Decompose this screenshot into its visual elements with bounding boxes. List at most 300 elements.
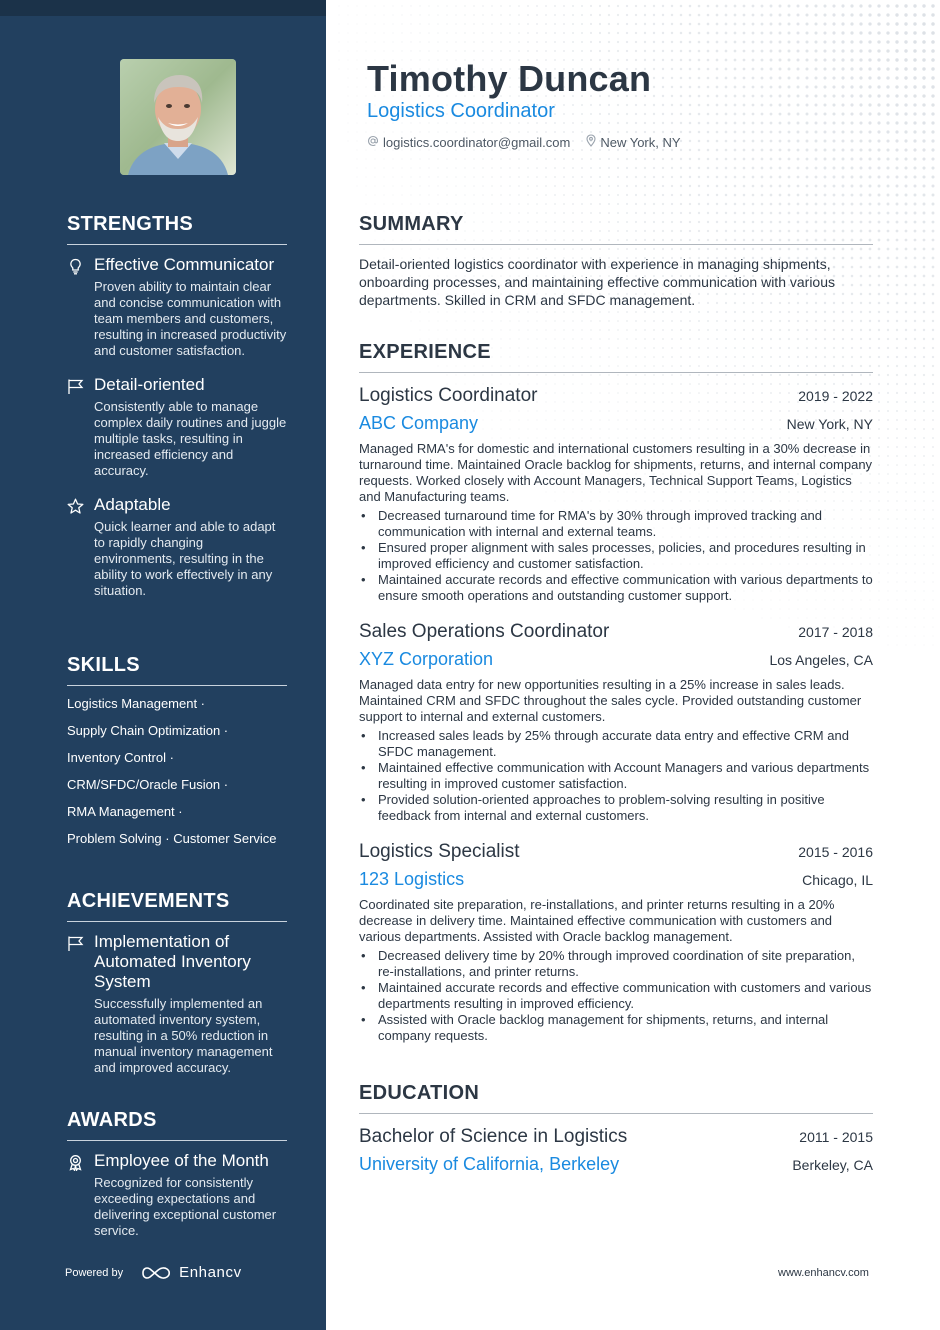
pattern-dot [913, 49, 916, 52]
pattern-dot [518, 23, 520, 25]
pattern-dot [599, 176, 601, 178]
pattern-dot [859, 139, 862, 142]
pattern-dot [599, 320, 601, 322]
pattern-dot [743, 41, 746, 44]
pattern-dot [464, 14, 466, 16]
pattern-dot [850, 148, 853, 151]
pattern-dot [743, 68, 746, 71]
pattern-dot [518, 131, 520, 133]
pattern-dot [932, 428, 934, 430]
pattern-dot [482, 131, 484, 133]
pattern-dot [797, 149, 800, 152]
pattern-dot [932, 491, 934, 493]
pattern-dot [545, 176, 547, 178]
pattern-dot [383, 50, 384, 51]
pattern-dot [824, 329, 826, 331]
pattern-dot [904, 175, 907, 178]
pattern-dot [779, 86, 782, 89]
pattern-dot [428, 41, 430, 43]
pattern-dot [922, 175, 925, 178]
pattern-dot [932, 590, 933, 591]
pattern-dot [572, 41, 574, 43]
pattern-dot [338, 50, 339, 51]
pattern-dot [698, 14, 701, 17]
pattern-dot [886, 94, 889, 97]
experience-heading: EXPERIENCE [359, 341, 873, 373]
pattern-dot [886, 22, 889, 25]
pattern-dot [698, 86, 701, 89]
pattern-dot [653, 176, 655, 178]
pattern-dot [446, 131, 448, 133]
pattern-dot [383, 167, 384, 168]
pattern-dot [518, 167, 520, 169]
email-contact[interactable] [367, 134, 570, 150]
pattern-dot [886, 139, 889, 142]
pattern-dot [770, 59, 773, 62]
pattern-dot [464, 338, 465, 339]
pattern-dot [743, 59, 746, 62]
pattern-dot [913, 166, 916, 169]
pattern-dot [356, 113, 357, 114]
pattern-dot [842, 338, 844, 340]
pattern-dot [842, 329, 844, 331]
pattern-dot [734, 131, 737, 134]
pattern-dot [680, 122, 682, 124]
pattern-dot [877, 148, 880, 151]
job-bullet: • Provided solution-oriented approaches to problem-solving resulting in positive feedback from internal and external customers. [359, 792, 873, 824]
pattern-dot [626, 104, 628, 106]
pattern-dot [698, 185, 700, 187]
pattern-dot [815, 194, 818, 197]
pattern-dot [859, 58, 862, 61]
pattern-dot [662, 50, 664, 52]
pattern-dot [527, 203, 529, 205]
pattern-dot [887, 563, 888, 564]
pattern-dot [509, 311, 511, 313]
pattern-dot [680, 131, 682, 133]
pattern-dot [904, 40, 907, 43]
pattern-dot [680, 5, 683, 8]
pattern-dot [770, 95, 773, 98]
pattern-dot [437, 311, 438, 312]
pattern-dot [563, 194, 565, 196]
strength-item [67, 375, 287, 479]
pattern-dot [500, 311, 501, 312]
pattern-dot [896, 419, 898, 421]
job-entry [359, 841, 873, 1044]
pattern-dot [805, 22, 808, 25]
pattern-dot [401, 158, 402, 159]
pattern-dot [545, 185, 547, 187]
pattern-dot [869, 185, 872, 188]
pattern-dot [716, 104, 719, 107]
pattern-dot [923, 626, 924, 627]
pattern-dot [707, 5, 710, 8]
pattern-dot [896, 554, 898, 556]
pattern-dot [680, 23, 683, 26]
pattern-dot [743, 320, 745, 322]
pattern-dot [563, 5, 565, 7]
pattern-dot [743, 5, 746, 8]
pattern-dot [905, 545, 907, 547]
pattern-dot [878, 329, 880, 331]
skill-line: CRM/SFDC/Oracle Fusion · [67, 777, 229, 792]
pattern-dot [895, 13, 898, 16]
pattern-dot [931, 157, 934, 160]
achievement-item [67, 932, 287, 1076]
pattern-dot [833, 329, 835, 331]
pattern-dot [833, 320, 835, 322]
pattern-dot [653, 167, 655, 169]
job-company: XYZ Corporation [359, 649, 494, 669]
pattern-dot [554, 23, 556, 25]
pattern-dot [788, 140, 791, 143]
pattern-dot [725, 131, 728, 134]
pattern-dot [905, 491, 907, 493]
pattern-dot [913, 148, 916, 151]
pattern-dot [536, 23, 538, 25]
pattern-dot [554, 311, 556, 313]
pattern-dot [419, 311, 420, 312]
pattern-dot [922, 4, 925, 7]
powered-by-label: Powered by [65, 1266, 124, 1279]
pattern-dot [815, 149, 818, 152]
pattern-dot [887, 554, 889, 556]
pattern-dot [932, 338, 934, 340]
pattern-dot [887, 230, 890, 233]
pattern-dot [851, 311, 853, 313]
pattern-dot [932, 572, 933, 573]
pattern-dot [931, 139, 934, 142]
flag-icon [67, 935, 84, 952]
pattern-dot [850, 112, 853, 115]
pattern-dot [868, 112, 871, 115]
pattern-dot [572, 50, 574, 52]
pattern-dot [770, 140, 773, 143]
pattern-dot [662, 32, 664, 34]
pattern-dot [527, 185, 529, 187]
pattern-dot [887, 545, 889, 547]
pattern-dot [896, 302, 899, 305]
pattern-dot [913, 175, 916, 178]
pattern-dot [743, 113, 746, 116]
pattern-dot [932, 266, 935, 269]
pattern-dot [734, 104, 737, 107]
pattern-dot [886, 130, 889, 133]
pattern-dot [887, 464, 889, 466]
pattern-dot [914, 590, 915, 591]
pattern-dot [653, 329, 655, 331]
pattern-dot [338, 14, 339, 15]
pattern-dot [833, 149, 836, 152]
pattern-dot [761, 167, 764, 170]
pattern-dot [347, 32, 348, 33]
enhancv-brand: Enhancv [179, 1264, 242, 1281]
pattern-dot [788, 203, 791, 206]
pattern-dot [455, 338, 456, 339]
pattern-dot [500, 50, 502, 52]
pattern-dot [356, 59, 357, 60]
pattern-dot [779, 50, 782, 53]
pattern-dot [500, 203, 502, 205]
pattern-dot [850, 40, 853, 43]
pattern-dot [725, 149, 728, 152]
pattern-dot [473, 14, 475, 16]
pattern-dot [743, 167, 746, 170]
pattern-dot [653, 59, 655, 61]
pattern-dot [877, 40, 880, 43]
pattern-dot [743, 203, 746, 206]
pattern-dot [482, 194, 484, 196]
pattern-dot [608, 167, 610, 169]
pattern-dot [914, 563, 915, 564]
pattern-dot [347, 68, 348, 69]
pattern-dot [428, 203, 429, 204]
pattern-dot [734, 23, 737, 26]
pattern-dot [671, 176, 673, 178]
pattern-dot [446, 320, 447, 321]
pattern-dot [563, 203, 565, 205]
pattern-dot [428, 167, 429, 168]
pattern-dot [383, 14, 384, 15]
pattern-dot [500, 32, 502, 34]
pattern-dot [671, 41, 673, 43]
pattern-dot [743, 86, 746, 89]
pattern-dot [932, 419, 934, 421]
pattern-dot [617, 23, 619, 25]
pattern-dot [833, 140, 836, 143]
pattern-dot [851, 176, 854, 179]
pattern-dot [428, 320, 429, 321]
pattern-dot [581, 320, 583, 322]
pattern-dot [698, 59, 701, 62]
pattern-dot [635, 14, 637, 16]
pattern-dot [805, 13, 808, 16]
pattern-dot [913, 4, 916, 7]
pattern-dot [824, 167, 827, 170]
pattern-dot [814, 4, 817, 7]
pattern-dot [707, 185, 709, 187]
pattern-dot [500, 131, 502, 133]
pattern-dot [482, 311, 483, 312]
school-location: Berkeley, CA [792, 1157, 873, 1173]
pattern-dot [761, 185, 764, 188]
pattern-dot [761, 14, 764, 17]
pattern-dot [905, 257, 908, 260]
pattern-dot [932, 617, 933, 618]
pattern-dot [878, 293, 881, 296]
pattern-dot [653, 185, 655, 187]
pattern-dot [653, 158, 655, 160]
pattern-dot [913, 67, 916, 70]
pattern-dot [815, 311, 817, 313]
pattern-dot [410, 203, 411, 204]
pattern-dot [797, 104, 800, 107]
pattern-dot [743, 140, 746, 143]
enhancv-logo[interactable] [141, 1264, 242, 1281]
pattern-dot [707, 59, 710, 62]
pattern-dot [797, 59, 800, 62]
sidebar [0, 0, 326, 1330]
pattern-dot [500, 41, 502, 43]
pattern-dot [896, 581, 897, 582]
pattern-dot [770, 149, 773, 152]
pattern-dot [841, 103, 844, 106]
pattern-dot [743, 329, 745, 331]
pattern-dot [878, 410, 880, 412]
pattern-dot [814, 22, 817, 25]
pattern-dot [914, 239, 917, 242]
strength-title: Adaptable [94, 495, 171, 514]
pattern-dot [896, 635, 897, 636]
pattern-dot [932, 275, 935, 278]
pattern-dot [383, 203, 384, 204]
pattern-dot [868, 22, 871, 25]
pattern-dot [581, 131, 583, 133]
pattern-dot [878, 320, 880, 322]
pattern-dot [878, 545, 880, 547]
pattern-dot [734, 122, 737, 125]
pattern-dot [545, 41, 547, 43]
pattern-dot [734, 68, 737, 71]
pattern-dot [419, 5, 420, 6]
pattern-dot [707, 68, 710, 71]
pattern-dot [878, 590, 879, 591]
pattern-dot [877, 112, 880, 115]
pattern-dot [914, 266, 917, 269]
pattern-dot [671, 131, 673, 133]
pattern-dot [608, 41, 610, 43]
pattern-dot [635, 311, 637, 313]
pattern-dot [626, 131, 628, 133]
pattern-dot [536, 311, 538, 313]
pattern-dot [545, 131, 547, 133]
pattern-dot [833, 158, 836, 161]
strength-title: Effective Communicator [94, 255, 275, 274]
pattern-dot [734, 86, 737, 89]
pattern-dot [635, 5, 637, 7]
pattern-dot [905, 410, 907, 412]
pattern-dot [419, 14, 420, 15]
pattern-dot [914, 320, 916, 322]
pattern-dot [841, 13, 844, 16]
pattern-dot [905, 320, 907, 322]
pattern-dot [922, 76, 925, 79]
pattern-dot [419, 320, 420, 321]
strengths-section [67, 213, 287, 615]
pattern-dot [572, 104, 574, 106]
pattern-dot [833, 167, 836, 170]
pattern-dot [886, 58, 889, 61]
pattern-dot [608, 104, 610, 106]
pattern-dot [779, 14, 782, 17]
pattern-dot [868, 121, 871, 124]
pattern-dot [770, 68, 773, 71]
pattern-dot [428, 329, 429, 330]
pattern-dot [653, 95, 655, 97]
pattern-dot [374, 14, 375, 15]
achievement-description: Successfully implemented an automated inventory system, resulting in a 50% reduction in manual inventory management and improved accuracy. [94, 996, 273, 1075]
pattern-dot [401, 176, 402, 177]
pattern-dot [877, 76, 880, 79]
pattern-dot [806, 203, 809, 206]
pattern-dot [914, 347, 916, 349]
pattern-dot [689, 86, 692, 89]
pattern-dot [869, 329, 871, 331]
pattern-dot [914, 374, 916, 376]
pattern-dot [824, 194, 827, 197]
job-bullet: • Ensured proper alignment with sales processes, policies, and procedures resulting in improved efficiency and customer satisfaction. [359, 540, 873, 572]
job-bullet: • Assisted with Oracle backlog management for shipments, returns, and internal company requests. [359, 1012, 873, 1044]
pattern-dot [698, 5, 701, 8]
pattern-dot [635, 194, 637, 196]
pattern-dot [383, 41, 384, 42]
pattern-dot [383, 23, 384, 24]
pattern-dot [914, 293, 917, 296]
pattern-dot [716, 158, 719, 161]
pattern-dot [689, 140, 691, 142]
pattern-dot [707, 104, 710, 107]
pattern-dot [743, 95, 746, 98]
pattern-dot [896, 491, 898, 493]
pattern-dot [815, 131, 818, 134]
pattern-dot [752, 32, 755, 35]
pattern-dot [797, 122, 800, 125]
pattern-dot [904, 4, 907, 7]
pattern-dot [779, 176, 782, 179]
pattern-dot [491, 167, 493, 169]
pattern-dot [923, 581, 924, 582]
pattern-dot [545, 50, 547, 52]
pattern-dot [815, 329, 817, 331]
pattern-dot [626, 194, 628, 196]
pattern-dot [797, 140, 800, 143]
pattern-dot [905, 401, 907, 403]
pattern-dot [896, 221, 899, 224]
strength-description: Proven ability to maintain clear and concise communication with team members and customers, resulting in increased productivity and customer satisfaction. [94, 279, 287, 358]
pattern-dot [932, 257, 935, 260]
pattern-dot [626, 5, 628, 7]
pattern-dot [922, 139, 925, 142]
enhancv-url-link[interactable]: www.enhancv.com [778, 1267, 869, 1279]
pattern-dot [931, 49, 935, 53]
pattern-dot [905, 455, 907, 457]
pattern-dot [923, 374, 925, 376]
pattern-dot [887, 320, 889, 322]
pattern-dot [815, 320, 817, 322]
pattern-dot [410, 5, 411, 6]
pattern-dot [473, 50, 475, 52]
pattern-dot [923, 392, 925, 394]
pattern-dot [914, 419, 916, 421]
pattern-dot [680, 176, 682, 178]
pattern-dot [473, 311, 474, 312]
pattern-dot [832, 67, 835, 70]
job-entry [359, 621, 873, 824]
pattern-dot [716, 14, 719, 17]
pattern-dot [716, 95, 719, 98]
pattern-dot [931, 76, 934, 79]
pattern-dot [671, 320, 673, 322]
pattern-dot [788, 5, 791, 8]
pattern-dot [761, 311, 763, 313]
pattern-dot [698, 32, 701, 35]
pattern-dot [887, 572, 888, 573]
pattern-dot [644, 122, 646, 124]
pattern-dot [680, 113, 682, 115]
pattern-dot [905, 221, 908, 224]
pattern-dot [878, 365, 880, 367]
